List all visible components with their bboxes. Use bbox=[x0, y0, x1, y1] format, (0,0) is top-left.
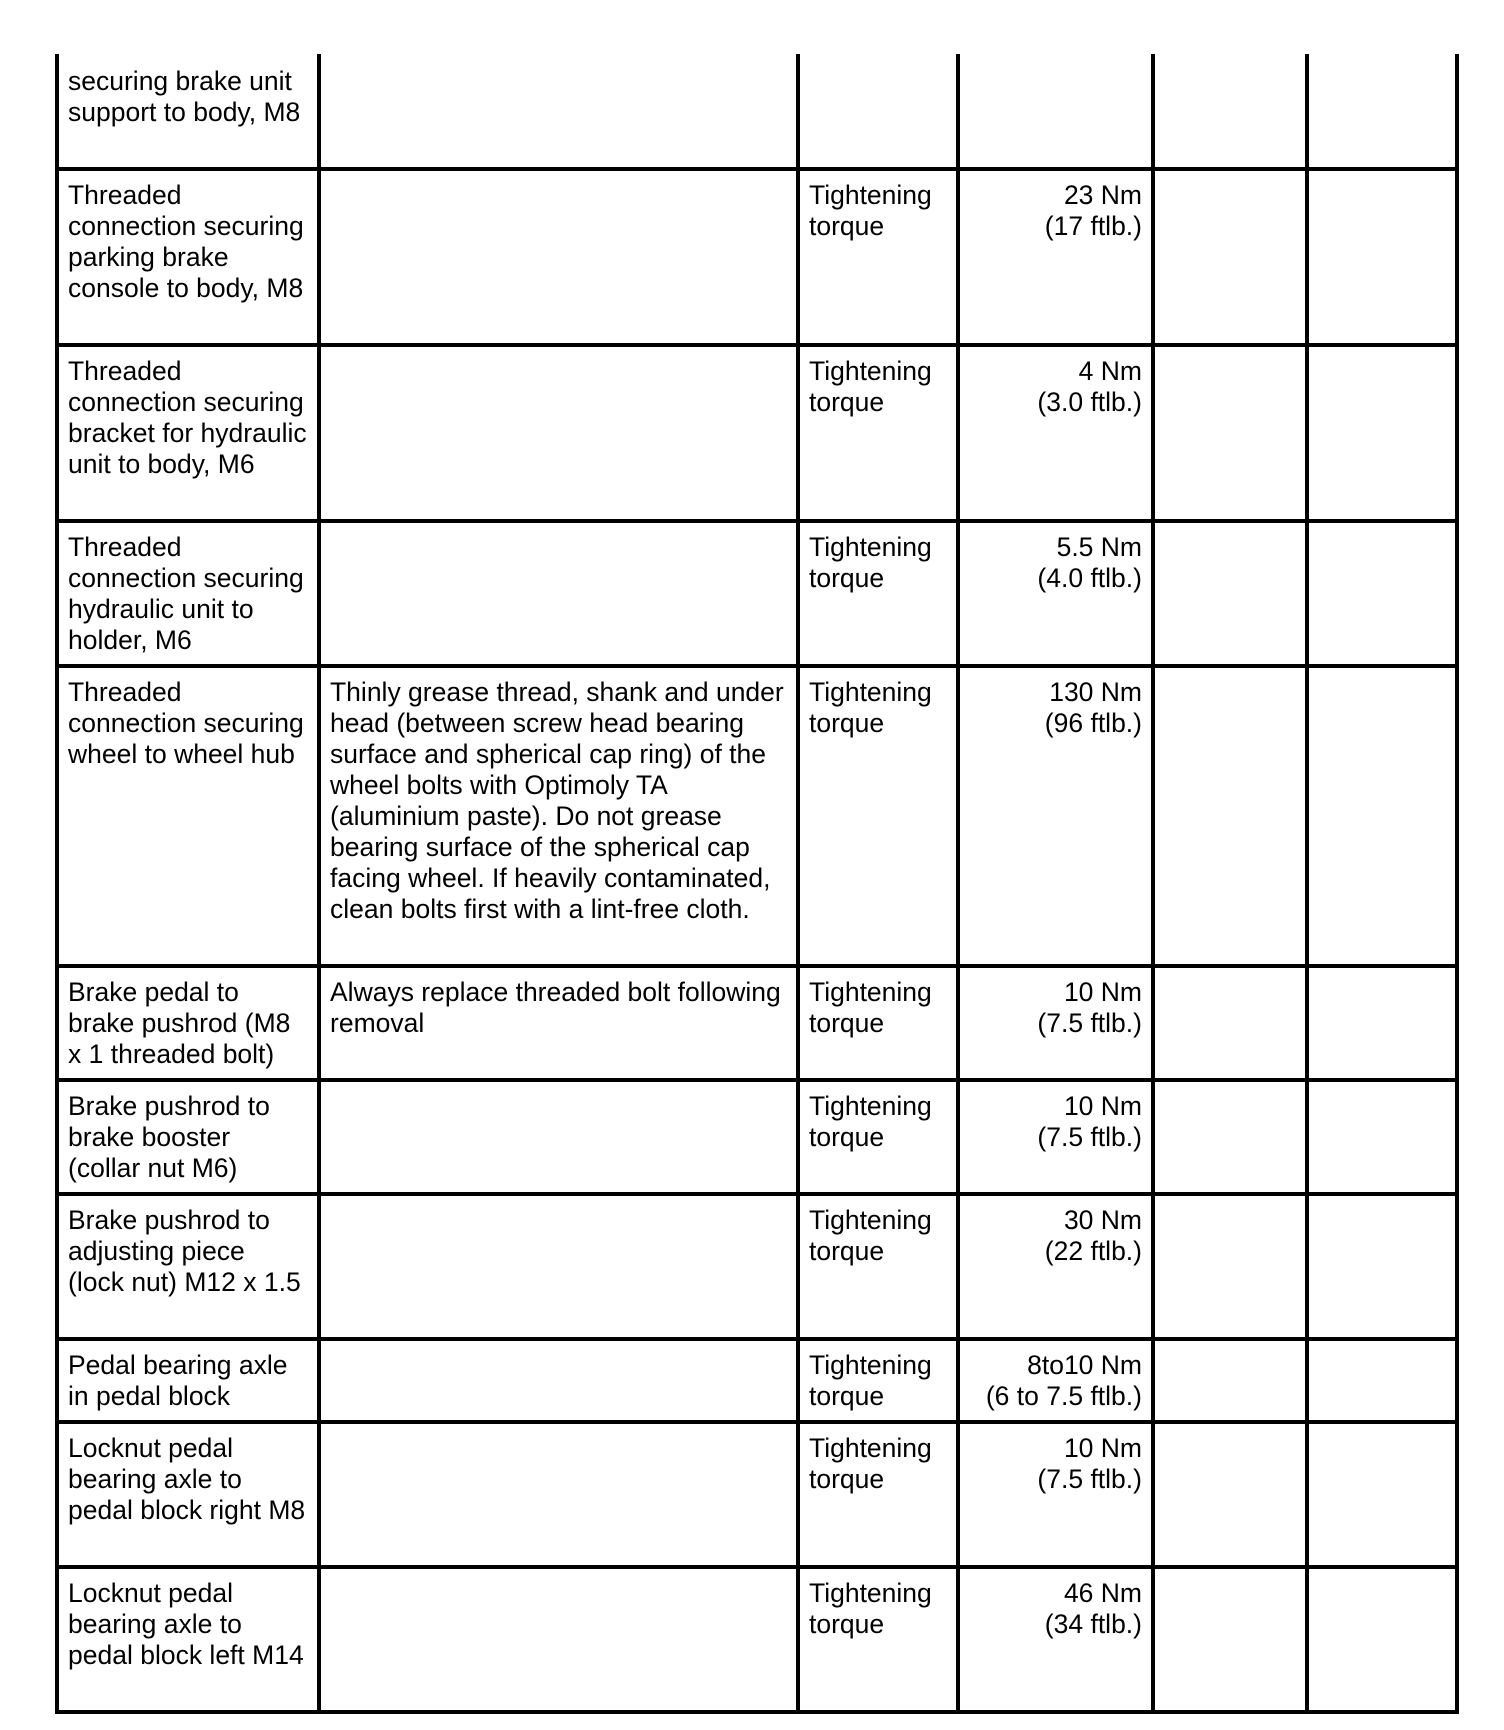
table-row bbox=[57, 521, 1457, 666]
value-cell bbox=[958, 1339, 1153, 1422]
component-cell: Brake pushrod to brake booster (collar nut M6) bbox=[57, 1080, 319, 1194]
note-cell: Thinly grease thread, shank and under head (between screw head bearing surface and spherical cap ring) of the wheel bolts with Optimoly TA (aluminium paste). Do not grease bearing surface of the spherical cap facing wheel. If heavily contaminated, clean bolts first with a lint-free cloth. bbox=[319, 666, 798, 966]
value-nm: 130 Nm bbox=[1049, 677, 1142, 707]
spec-type-cell: Tightening torque bbox=[798, 1339, 958, 1422]
table-row bbox=[57, 1422, 1457, 1567]
table-row bbox=[57, 1194, 1457, 1339]
value-ftlb: (4.0 ftlb.) bbox=[1037, 563, 1142, 593]
component-cell: Brake pushrod to adjusting piece (lock nut) M12 x 1.5 bbox=[57, 1194, 319, 1339]
note-cell bbox=[319, 1339, 798, 1422]
value-ftlb: (96 ftlb.) bbox=[1044, 708, 1142, 738]
component-cell: Pedal bearing axle in pedal block bbox=[57, 1339, 319, 1422]
empty-cell bbox=[1307, 966, 1457, 1080]
value-cell bbox=[958, 1080, 1153, 1194]
component-cell: Locknut pedal bearing axle to pedal block right M8 bbox=[57, 1422, 319, 1567]
empty-cell bbox=[1153, 1422, 1307, 1567]
empty-cell bbox=[1307, 345, 1457, 521]
spec-type-cell: Tightening torque bbox=[798, 1567, 958, 1712]
table-row bbox=[57, 666, 1457, 966]
value-ftlb: (22 ftlb.) bbox=[1044, 1236, 1142, 1266]
value-nm: 23 Nm bbox=[1063, 180, 1142, 210]
spec-type-cell bbox=[798, 54, 958, 169]
empty-cell bbox=[1153, 666, 1307, 966]
value-cell bbox=[958, 1422, 1153, 1567]
component-cell: Threaded connection securing hydraulic unit to holder, M6 bbox=[57, 521, 319, 666]
value-cell bbox=[958, 1194, 1153, 1339]
spec-type-cell: Tightening torque bbox=[798, 966, 958, 1080]
empty-cell bbox=[1307, 54, 1457, 169]
empty-cell bbox=[1153, 521, 1307, 666]
value-ftlb: (3.0 ftlb.) bbox=[1037, 387, 1142, 417]
table-row bbox=[57, 345, 1457, 521]
empty-cell bbox=[1307, 1194, 1457, 1339]
empty-cell bbox=[1153, 169, 1307, 345]
spec-type-cell: Tightening torque bbox=[798, 1194, 958, 1339]
empty-cell bbox=[1307, 1080, 1457, 1194]
value-nm: 46 Nm bbox=[1063, 1578, 1142, 1608]
empty-cell bbox=[1153, 1567, 1307, 1712]
value-nm: 10 Nm bbox=[1063, 977, 1142, 1007]
table-row bbox=[57, 1339, 1457, 1422]
note-cell bbox=[319, 521, 798, 666]
value-cell bbox=[958, 521, 1153, 666]
component-cell: Threaded connection securing parking brake console to body, M8 bbox=[57, 169, 319, 345]
value-nm: 8to10 Nm bbox=[1027, 1350, 1142, 1380]
value-ftlb: (7.5 ftlb.) bbox=[1037, 1122, 1142, 1152]
empty-cell bbox=[1307, 521, 1457, 666]
table-row bbox=[57, 54, 1457, 169]
table-row bbox=[57, 169, 1457, 345]
note-cell bbox=[319, 1567, 798, 1712]
value-ftlb: (6 to 7.5 ftlb.) bbox=[985, 1381, 1142, 1411]
torque-spec-table bbox=[55, 54, 1459, 1714]
value-cell bbox=[958, 966, 1153, 1080]
table-row bbox=[57, 966, 1457, 1080]
note-cell bbox=[319, 345, 798, 521]
spec-type-cell: Tightening torque bbox=[798, 169, 958, 345]
note-cell: Always replace threaded bolt following removal bbox=[319, 966, 798, 1080]
table-row bbox=[57, 1567, 1457, 1712]
empty-cell bbox=[1307, 1422, 1457, 1567]
empty-cell bbox=[1307, 1567, 1457, 1712]
note-cell bbox=[319, 54, 798, 169]
spec-type-cell: Tightening torque bbox=[798, 1422, 958, 1567]
value-cell bbox=[958, 54, 1153, 169]
component-cell: Threaded connection securing bracket for hydraulic unit to body, M6 bbox=[57, 345, 319, 521]
empty-cell bbox=[1153, 1339, 1307, 1422]
value-ftlb: (34 ftlb.) bbox=[1044, 1609, 1142, 1639]
spec-type-cell: Tightening torque bbox=[798, 666, 958, 966]
empty-cell bbox=[1153, 1194, 1307, 1339]
component-cell: Threaded connection securing wheel to wheel hub bbox=[57, 666, 319, 966]
empty-cell bbox=[1153, 54, 1307, 169]
value-cell bbox=[958, 666, 1153, 966]
value-ftlb: (7.5 ftlb.) bbox=[1037, 1464, 1142, 1494]
empty-cell bbox=[1153, 966, 1307, 1080]
value-cell bbox=[958, 345, 1153, 521]
value-nm: 4 Nm bbox=[1078, 356, 1142, 386]
spec-type-cell: Tightening torque bbox=[798, 521, 958, 666]
note-cell bbox=[319, 1080, 798, 1194]
empty-cell bbox=[1307, 666, 1457, 966]
spec-type-cell: Tightening torque bbox=[798, 345, 958, 521]
empty-cell bbox=[1307, 1339, 1457, 1422]
note-cell bbox=[319, 1422, 798, 1567]
component-cell: Brake pedal to brake pushrod (M8 x 1 threaded bolt) bbox=[57, 966, 319, 1080]
value-nm: 5.5 Nm bbox=[1056, 532, 1142, 562]
value-nm: 10 Nm bbox=[1063, 1091, 1142, 1121]
note-cell bbox=[319, 1194, 798, 1339]
empty-cell bbox=[1307, 169, 1457, 345]
value-ftlb: (7.5 ftlb.) bbox=[1037, 1008, 1142, 1038]
component-cell: securing brake unit support to body, M8 bbox=[57, 54, 319, 169]
empty-cell bbox=[1153, 345, 1307, 521]
spec-type-cell: Tightening torque bbox=[798, 1080, 958, 1194]
table-row bbox=[57, 1080, 1457, 1194]
value-cell bbox=[958, 169, 1153, 345]
note-cell bbox=[319, 169, 798, 345]
value-cell bbox=[958, 1567, 1153, 1712]
component-cell: Locknut pedal bearing axle to pedal block left M14 bbox=[57, 1567, 319, 1712]
value-nm: 10 Nm bbox=[1063, 1433, 1142, 1463]
value-nm: 30 Nm bbox=[1063, 1205, 1142, 1235]
value-ftlb: (17 ftlb.) bbox=[1044, 211, 1142, 241]
empty-cell bbox=[1153, 1080, 1307, 1194]
